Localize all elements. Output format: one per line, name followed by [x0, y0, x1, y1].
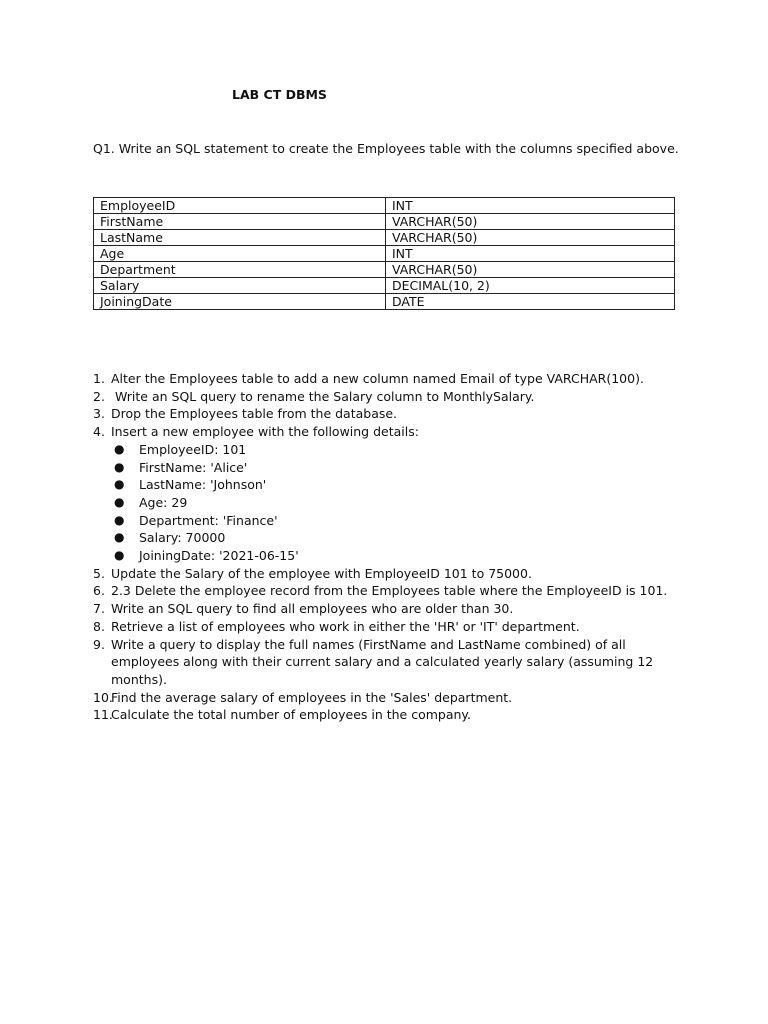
task-list [93, 370, 673, 724]
task-text: Update the Salary of the employee with EmployeeID 101 to 75000. [111, 565, 532, 581]
task-item [93, 388, 673, 406]
column-type-cell: VARCHAR(50) [386, 230, 675, 246]
task-item [93, 582, 673, 600]
column-name-cell: EmployeeID [94, 198, 386, 214]
table-row [94, 214, 675, 230]
column-type-cell: DECIMAL(10, 2) [386, 278, 675, 294]
task-text: Alter the Employees table to add a new column named Email of type VARCHAR(100). [111, 371, 644, 386]
task-number: 5. [93, 565, 105, 581]
table-row [94, 198, 675, 214]
document-title: LAB CT DBMS [232, 87, 327, 102]
bullet-icon: ● [114, 530, 125, 545]
column-type-cell: INT [386, 198, 675, 214]
task-item [93, 565, 673, 583]
table-row [94, 294, 675, 310]
task-text: Insert a new employee with the following details: [111, 424, 419, 440]
task-number: 4. [93, 424, 105, 440]
table-row [94, 262, 675, 278]
detail-item [93, 459, 673, 477]
task-item [93, 405, 673, 423]
task-item [93, 423, 673, 441]
question-text: Q1. Write an SQL statement to create the Employees table with the columns specified above. [93, 141, 679, 156]
task-number: 7. [93, 601, 105, 617]
column-name-cell: Department [94, 262, 386, 278]
employees-schema-table [93, 197, 675, 310]
task-text: Write an SQL query to find all employees who are older than 30. [111, 601, 514, 617]
detail-item [93, 529, 673, 547]
detail-item [93, 441, 673, 459]
detail-text: LastName: 'Johnson' [139, 477, 267, 493]
column-type-cell: INT [386, 246, 675, 262]
column-type-cell: DATE [386, 294, 675, 310]
table-row [94, 246, 675, 262]
column-type-cell: VARCHAR(50) [386, 262, 675, 278]
task-number: 10. [93, 689, 113, 705]
column-name-cell: LastName [94, 230, 386, 246]
task-number: 8. [93, 618, 105, 634]
task-item [93, 370, 673, 388]
task-number: 3. [93, 406, 105, 422]
task-number: 1. [93, 371, 105, 386]
task-text: Write an SQL query to rename the Salary column to MonthlySalary. [111, 388, 535, 404]
task-text: Retrieve a list of employees who work in either the 'HR' or 'IT' department. [111, 618, 580, 634]
detail-item [93, 512, 673, 530]
task-number: 9. [93, 636, 105, 652]
task-item [93, 689, 673, 707]
task-text: Find the average salary of employees in the 'Sales' department. [111, 689, 513, 705]
detail-text: Department: 'Finance' [139, 512, 278, 528]
task-text: Calculate the total number of employees in the company. [111, 707, 472, 723]
task-item [93, 706, 673, 724]
detail-text: EmployeeID: 101 [139, 441, 247, 457]
detail-text: Age: 29 [139, 494, 188, 510]
detail-text: Salary: 70000 [139, 530, 226, 546]
task-item [93, 600, 673, 618]
column-name-cell: Salary [94, 278, 386, 294]
task-item [93, 618, 673, 636]
table-row [94, 230, 675, 246]
task-text: 2.3 Delete the employee record from the Employees table where the EmployeeID is 101. [111, 583, 668, 599]
task-item [93, 636, 673, 689]
column-name-cell: JoiningDate [94, 294, 386, 310]
column-name-cell: FirstName [94, 214, 386, 230]
detail-text: JoiningDate: '2021-06-15' [139, 548, 299, 564]
task-text: Drop the Employees table from the database. [111, 406, 398, 422]
bullet-icon: ● [114, 494, 125, 509]
column-name-cell: Age [94, 246, 386, 262]
column-type-cell: VARCHAR(50) [386, 214, 675, 230]
task-text: Write a query to display the full names (FirstName and LastName combined) of all employees along with their current salary and a calculated yearly salary (assuming 12 months). [111, 636, 654, 687]
detail-item [93, 494, 673, 512]
task-number: 11. [93, 707, 113, 723]
detail-item [93, 547, 673, 565]
detail-item [93, 476, 673, 494]
bullet-icon: ● [114, 512, 125, 527]
task-number: 6. [93, 583, 105, 599]
table-row [94, 278, 675, 294]
bullet-icon: ● [114, 459, 125, 474]
bullet-icon: ● [114, 548, 125, 563]
detail-text: FirstName: 'Alice' [139, 459, 248, 475]
bullet-icon: ● [114, 477, 125, 492]
bullet-icon: ● [114, 441, 125, 456]
task-number: 2. [93, 388, 105, 404]
